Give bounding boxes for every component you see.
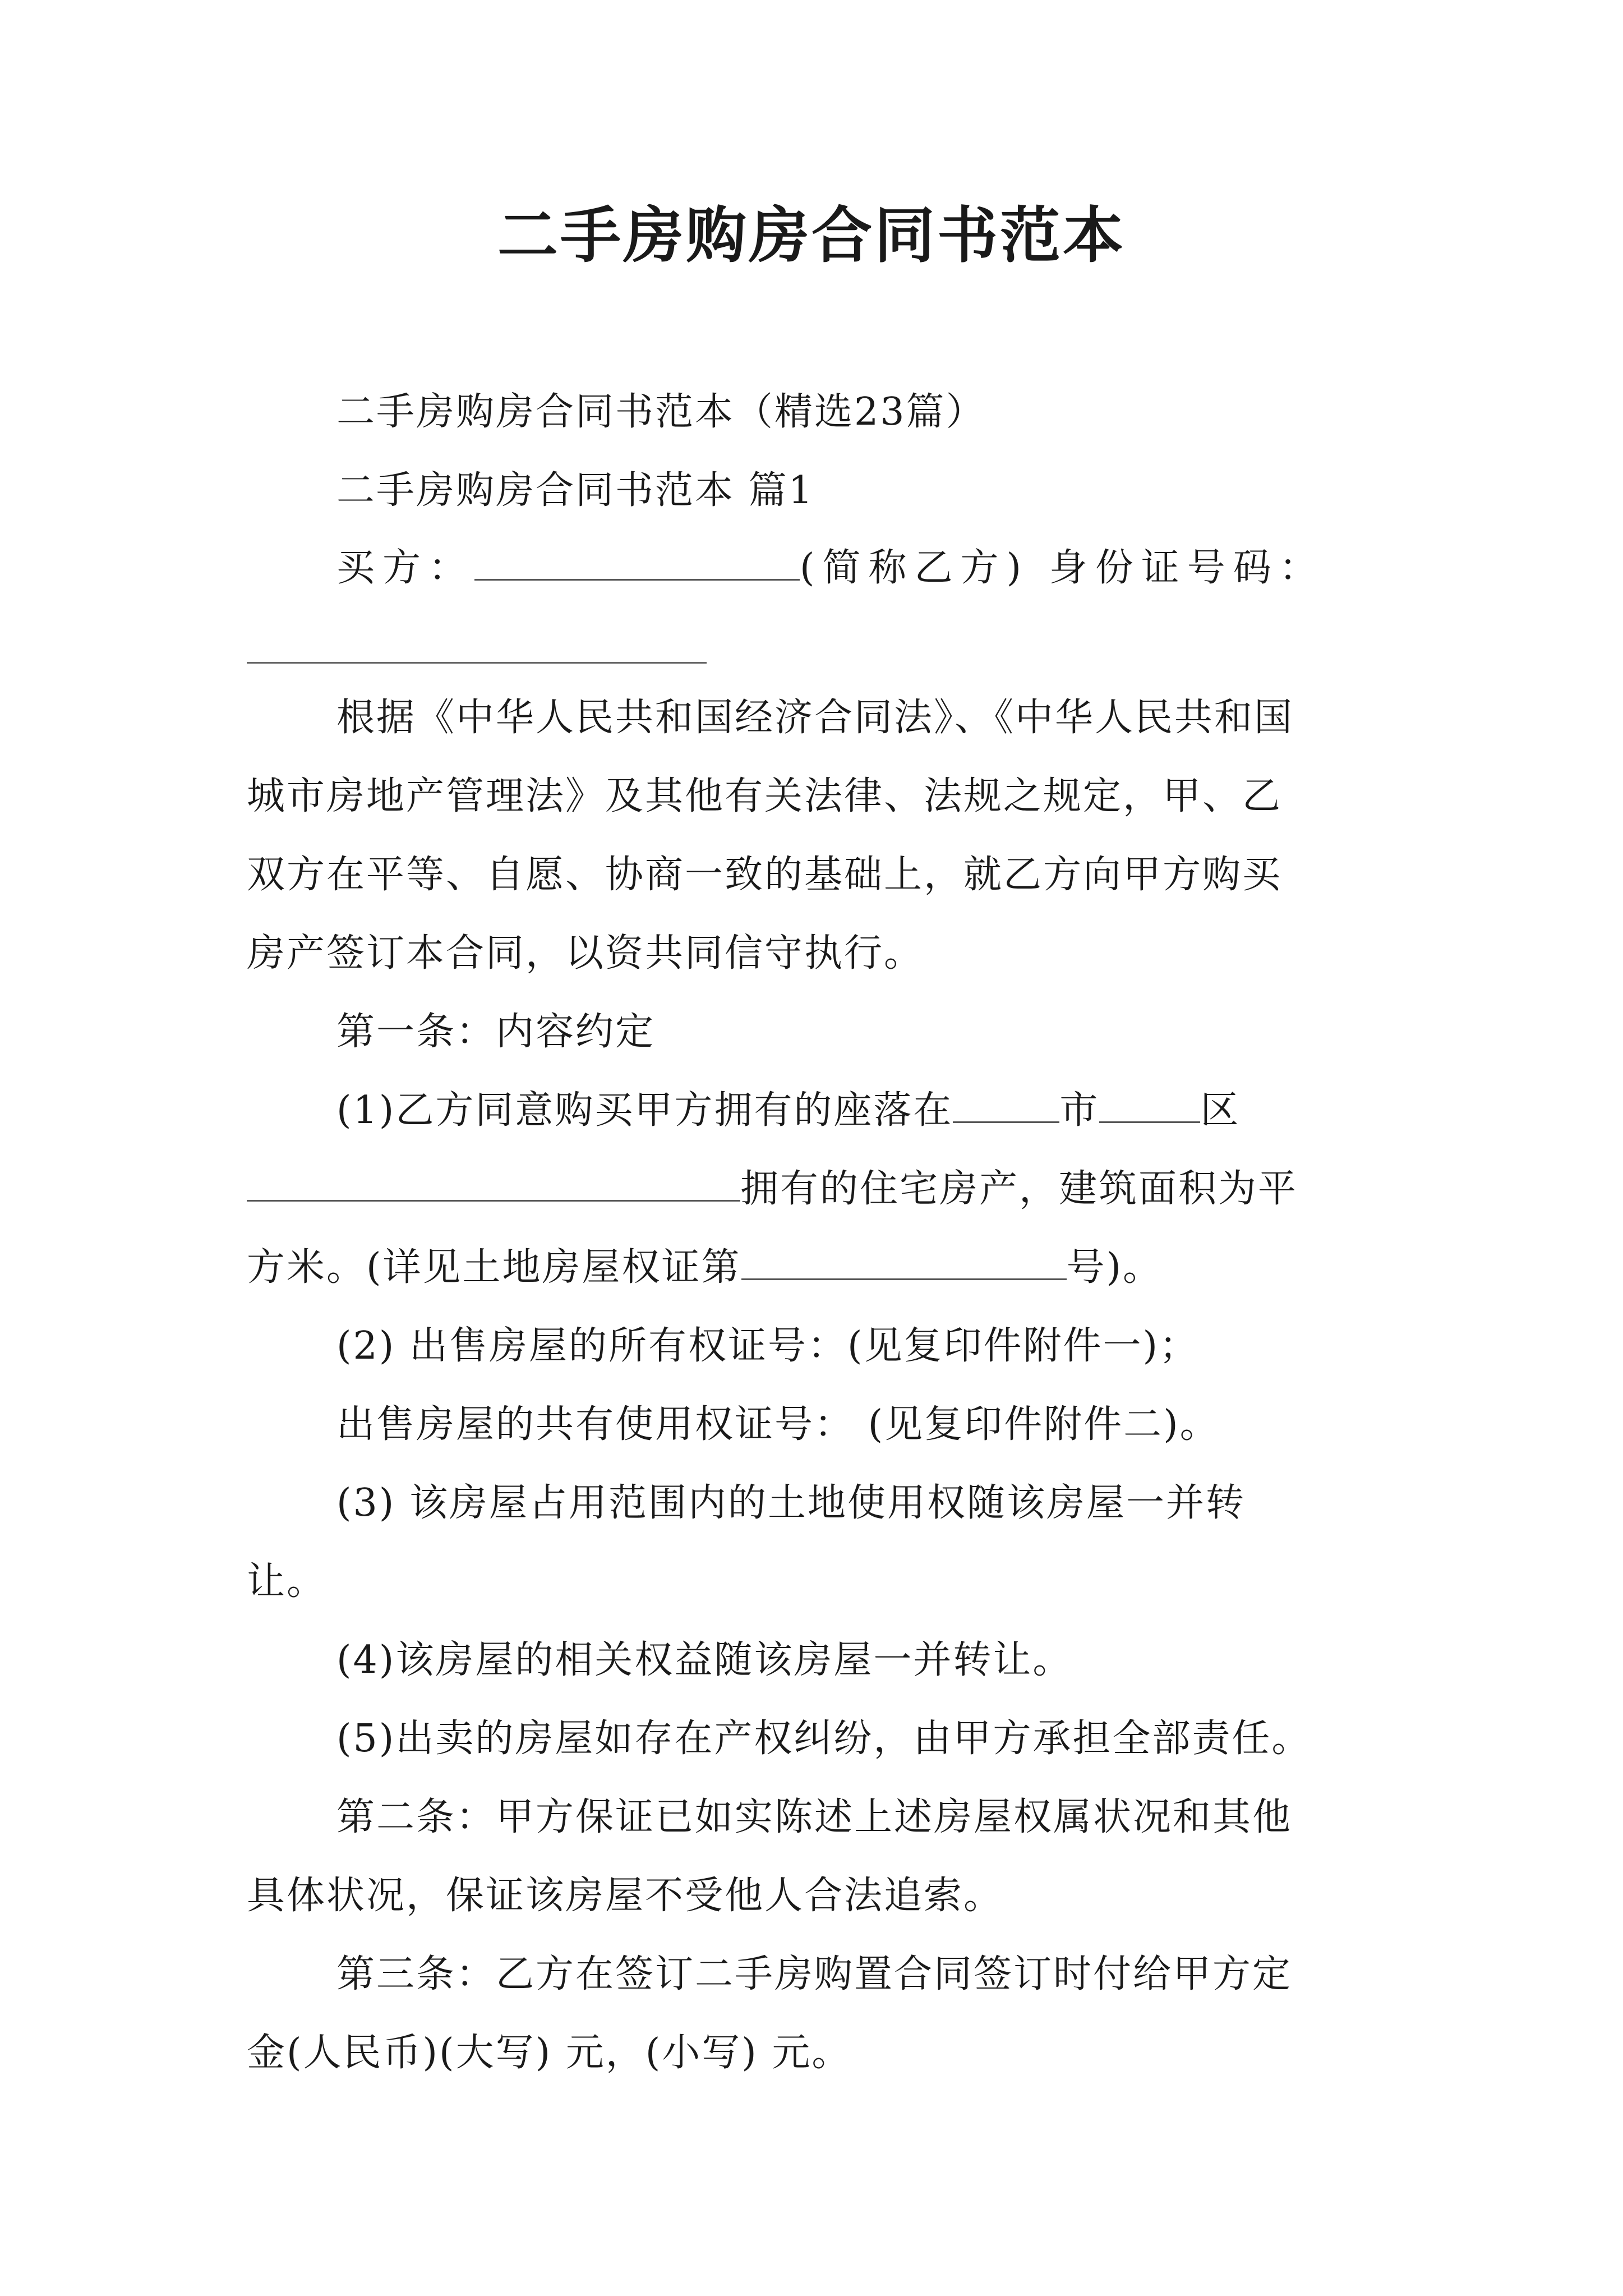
buyer-line — [336, 543, 1325, 593]
item-text: (1)乙方同意购买甲方拥有的座落在 — [336, 1088, 953, 1133]
item-text: 拥有的住宅房产，建筑面积为平 — [740, 1167, 1298, 1211]
buyer-abbr-label: (简称乙方) 身份证号码： — [800, 546, 1325, 590]
city-label: 市 — [1059, 1088, 1100, 1133]
paragraph-line: 房产签订本合同，以资共同信守执行。 — [247, 931, 924, 976]
document-title: 二手房购房合同书范本 — [497, 200, 1126, 271]
article-line: 金(人民币)(大写) 元，(小写) 元。 — [247, 2031, 852, 2075]
paragraph-line: 双方在平等、自愿、协商一致的基础上，就乙方向甲方购买 — [247, 853, 1283, 897]
article-line: 具体状况，保证该房屋不受他人合法追索。 — [247, 1874, 1004, 1918]
item-text: 号)。 — [1066, 1245, 1163, 1290]
item-line: (5)出卖的房屋如存在产权纠纷，由甲方承担全部责任。 — [336, 1717, 1312, 1761]
article-line: 第二条：甲方保证已如实陈述上述房屋权属状况和其他 — [336, 1795, 1293, 1839]
article-heading: 第一条：内容约定 — [336, 1010, 656, 1054]
item-line — [336, 1085, 1240, 1136]
item-line: (3) 该房屋占用范围内的土地使用权随该房屋一并转 — [336, 1481, 1246, 1525]
buyer-name-blank[interactable] — [474, 545, 800, 581]
district-blank[interactable] — [1099, 1088, 1200, 1123]
subtitle-line: 二手房购房合同书范本（精选23篇） — [336, 390, 986, 434]
certificate-number-blank[interactable] — [741, 1245, 1067, 1280]
item-line: (2) 出售房屋的所有权证号：(见复印件附件一)； — [336, 1324, 1199, 1368]
city-blank[interactable] — [953, 1088, 1059, 1123]
item-line — [247, 1243, 1163, 1293]
item-line: 出售房屋的共有使用权证号： (见复印件附件二)。 — [336, 1402, 1220, 1447]
address-blank[interactable] — [247, 1166, 740, 1202]
buyer-label: 买方： — [336, 546, 475, 590]
paragraph-line: 根据《中华人民共和国经济合同法》、《中华人民共和国 — [336, 696, 1294, 740]
district-label: 区 — [1200, 1088, 1241, 1133]
item-line — [247, 1164, 1298, 1214]
id-number-blank[interactable] — [247, 662, 707, 664]
item-text: 方米。(详见土地房屋权证第 — [247, 1245, 741, 1290]
item-line: (4)该房屋的相关权益随该房屋一并转让。 — [336, 1638, 1073, 1682]
paragraph-line: 城市房地产管理法》及其他有关法律、法规之规定，甲、乙 — [247, 774, 1283, 818]
article-line: 第三条：乙方在签订二手房购置合同签订时付给甲方定 — [336, 1952, 1293, 1996]
item-line: 让。 — [247, 1559, 327, 1604]
section-heading: 二手房购房合同书范本 篇1 — [336, 468, 814, 513]
